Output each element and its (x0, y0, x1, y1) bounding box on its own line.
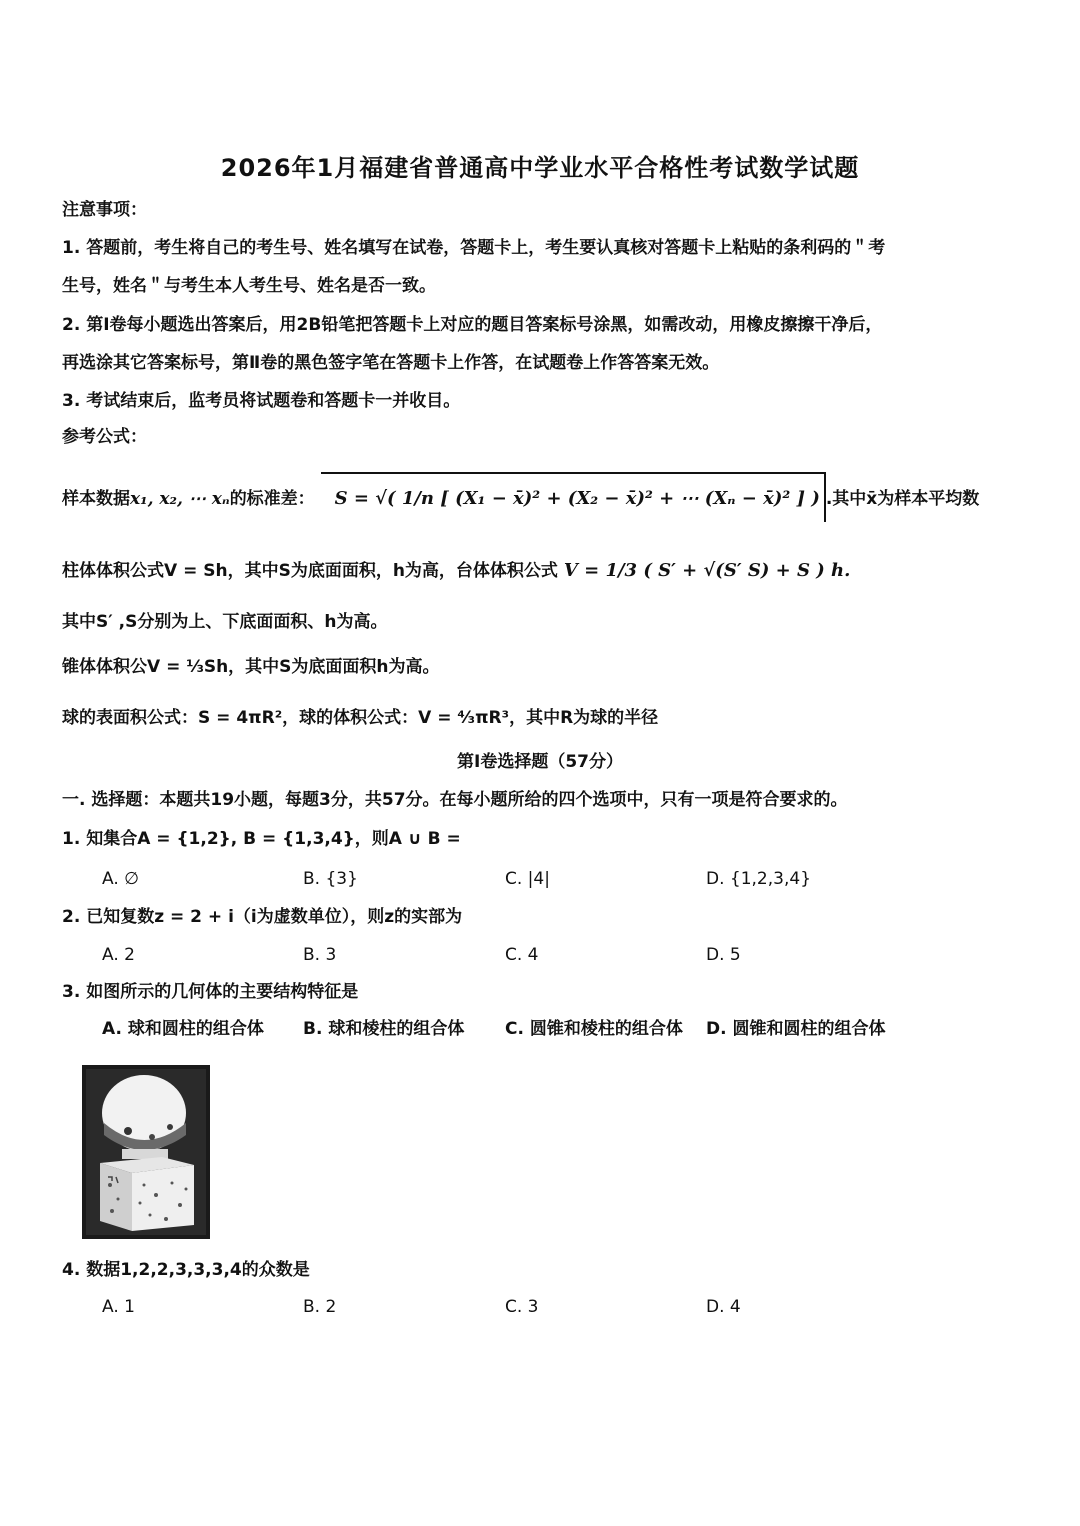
section-instruction: 一. 选择题：本题共19小题，每题3分，共57分。在每小题所给的四个选项中，只有一项是符合要求的。 (62, 790, 848, 810)
notice-heading: 注意事项： (62, 200, 147, 220)
notice-item-1-line-2: 生号，姓名＂与考生本人考生号、姓名是否一致。 (62, 276, 436, 296)
std-formula: S = √( 1/n [ (X₁ − x̄)² + (X₂ − x̄)² + ⋯ (Xₙ − x̄)² ] ) (321, 472, 826, 522)
std-prefix: 样本数据 (62, 489, 130, 509)
q3-option-d[interactable]: D. 圆锥和圆柱的组合体 (706, 1019, 886, 1039)
question-3-stem: 3. 如图所示的几何体的主要结构特征是 (62, 982, 359, 1002)
q4-option-d[interactable]: D. 4 (706, 1297, 741, 1317)
sphere-formula: 球的表面积公式：S = 4πR²，球的体积公式：V = ⁴⁄₃πR³，其中R为球的半径 (62, 708, 659, 728)
q2-option-c[interactable]: C. 4 (505, 945, 539, 965)
frustum-note: 其中S′ ,S分别为上、下底面面积、h为高。 (62, 612, 388, 632)
q4-option-b[interactable]: B. 2 (303, 1297, 337, 1317)
q1-option-d[interactable]: D. {1,2,3,4} (706, 869, 812, 889)
frustum-formula: V = 1/3 ( S′ + √(S′ S) + S ) h. (563, 560, 851, 581)
prism-frustum-line (62, 555, 850, 587)
std-suffix: .其中x̄为样本平均数 (825, 489, 980, 509)
q2-option-a[interactable]: A. 2 (102, 945, 135, 965)
q3-option-b[interactable]: B. 球和棱柱的组合体 (303, 1019, 465, 1039)
sphere-on-prism-image (82, 1065, 210, 1239)
question-1-stem: 1. 知集合A = {1,2}, B = {1,3,4}，则A ∪ B = (62, 829, 461, 849)
notice-item-3: 3. 考试结束后，监考员将试题卷和答题卡一并收目。 (62, 391, 461, 411)
std-formula-line (62, 472, 979, 522)
q3-option-a[interactable]: A. 球和圆柱的组合体 (102, 1019, 264, 1039)
question-2-stem: 2. 已知复数z = 2 + i（i为虚数单位），则z的实部为 (62, 907, 463, 927)
q2-option-d[interactable]: D. 5 (706, 945, 741, 965)
q4-option-c[interactable]: C. 3 (505, 1297, 539, 1317)
page-title: 2026年1月福建省普通高中学业水平合格性考试数学试题 (220, 154, 860, 182)
q1-option-b[interactable]: B. {3} (303, 869, 358, 889)
std-vars: x₁, x₂, ⋯ xₙ (130, 489, 230, 509)
cone-formula: 锥体体积公V = ⅓Sh，其中S为底面面积h为高。 (62, 657, 440, 677)
notice-item-1-line-1: 1. 答题前，考生将自己的考生号、姓名填写在试卷，答题卡上，考生要认真核对答题卡上粘贴的条利码的＂考 (62, 238, 886, 258)
section-title: 第Ⅰ卷选择题（57分） (457, 752, 623, 772)
notice-item-2-line-1: 2. 第Ⅰ卷每小题选出答案后，用2B铅笔把答题卡上对应的题目答案标号涂黑，如需改动，用橡皮擦擦干净后， (62, 315, 883, 335)
q1-option-a[interactable]: A. ∅ (102, 869, 139, 889)
formula-heading: 参考公式： (62, 427, 147, 447)
q3-option-c[interactable]: C. 圆锥和棱柱的组合体 (505, 1019, 683, 1039)
question-4-stem: 4. 数据1,2,2,3,3,3,4的众数是 (62, 1260, 310, 1280)
q4-option-a[interactable]: A. 1 (102, 1297, 135, 1317)
std-mid: 的标准差： (229, 489, 315, 509)
notice-item-2-line-2: 再选涂其它答案标号，第Ⅱ卷的黑色签字笔在答题卡上作答，在试题卷上作答答案无效。 (62, 353, 720, 373)
q1-option-c[interactable]: C. |4| (505, 869, 550, 889)
prism-text: 柱体体积公式V = Sh，其中S为底面面积，h为高，台体体积公式 (62, 561, 558, 581)
geometry-figure (82, 1065, 210, 1239)
q2-option-b[interactable]: B. 3 (303, 945, 337, 965)
